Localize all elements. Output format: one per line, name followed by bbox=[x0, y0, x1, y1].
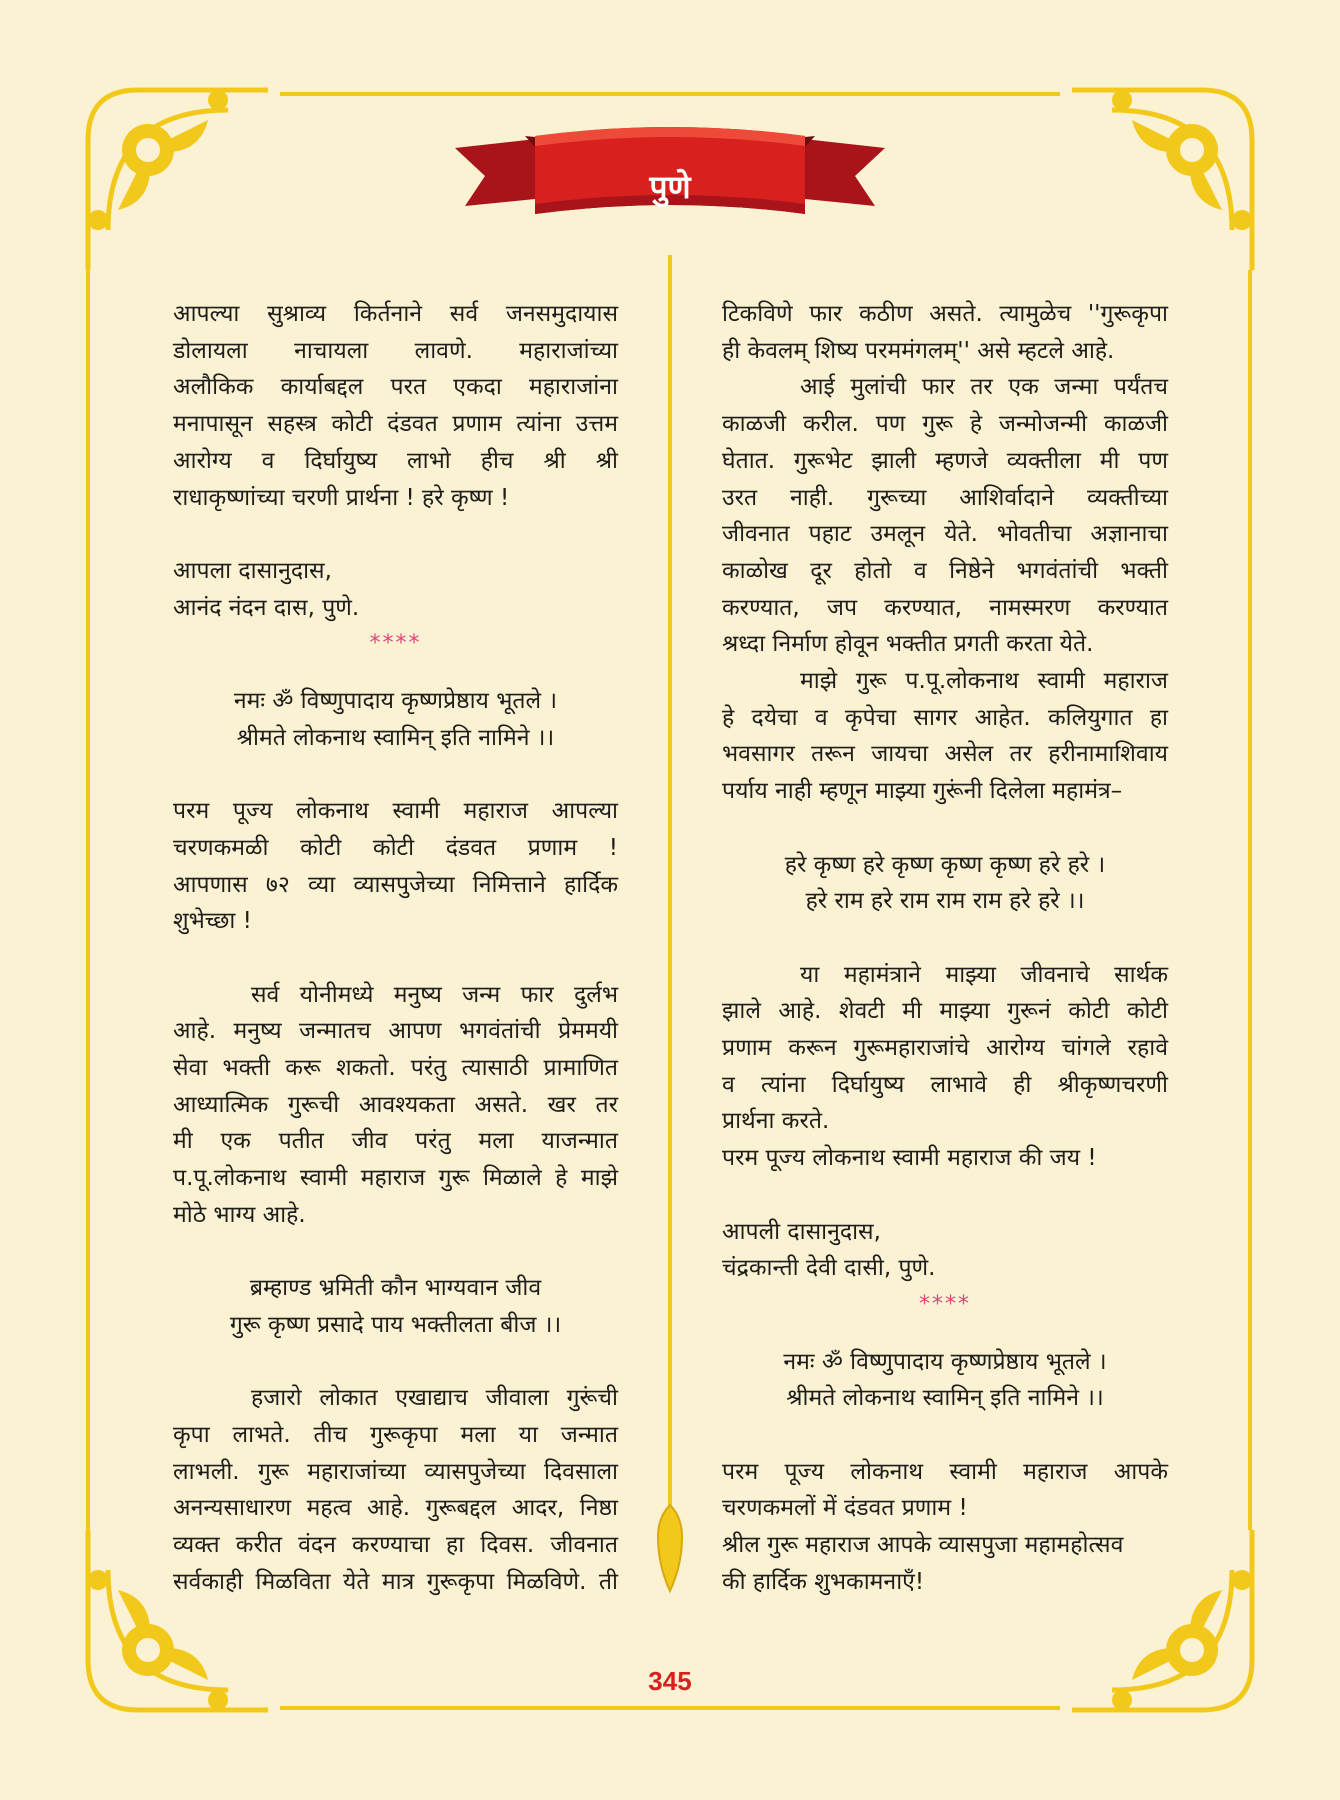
center-divider-icon bbox=[652, 255, 688, 1595]
right-shloka-line2: श्रीमते लोकनाथ स्वामिन् इति नामिने ।। bbox=[786, 1385, 1104, 1412]
right-para2-line: काळोख दूर होतो व निष्ठेने भगवंतांची भक्ती bbox=[722, 557, 1168, 584]
right-para4-line: व त्यांना दिर्घायुष्य लाभावे ही श्रीकृष्णचरणी bbox=[722, 1071, 1168, 1098]
left-greeting-line: चरणकमळी कोटी कोटी दंडवत प्रणाम ! bbox=[173, 834, 618, 861]
corner-ornament-top-right-icon bbox=[1062, 80, 1262, 280]
left-para1-line: आरोग्य व दिर्घायुष्य लाभो हीच श्री श्री bbox=[173, 447, 618, 474]
left-para2-line: मोठे भाग्य आहे. bbox=[173, 1201, 306, 1228]
right-para3-line: हे दयेचा व कृपेचा सागर आहेत. कलियुगात हा bbox=[722, 704, 1168, 731]
right-shloka-line1: नमः ॐ विष्णुपादाय कृष्णप्रेष्ठाय भूतले । bbox=[783, 1348, 1107, 1375]
right-para4-line: झाले आहे. शेवटी मी माझ्या गुरूनं कोटी कोटी bbox=[722, 998, 1168, 1025]
right-para3-line: पर्याय नाही म्हणून माझ्या गुरूंनी दिलेला महामंत्र– bbox=[722, 778, 1123, 805]
right-signature-line2: चंद्रकान्ती देवी दासी, पुणे. bbox=[722, 1255, 936, 1282]
left-greeting-line: शुभेच्छा ! bbox=[173, 908, 252, 935]
corner-ornament-top-left-icon bbox=[78, 80, 278, 280]
left-para1-line: राधाकृष्णांच्या चरणी प्रार्थना ! हरे कृष्ण ! bbox=[173, 484, 510, 511]
frame-bottom-line bbox=[280, 1706, 1060, 1710]
right-para1-line: ही केवलम् शिष्य परममंगलम्'' असे म्हटले आहे. bbox=[722, 337, 1115, 364]
left-para1-line: डोलायला नाचायला लावणे. महाराजांच्या bbox=[173, 337, 618, 364]
right-para2-line: घेतात. गुरूभेट झाली म्हणजे व्यक्तीला मी पण bbox=[722, 447, 1168, 474]
left-para3-line: व्यक्त करीत वंदन करण्याचा हा दिवस. जीवनात bbox=[173, 1532, 618, 1559]
right-para2-line: श्रध्दा निर्माण होवून भक्तीत प्रगती करता येते. bbox=[722, 631, 1094, 658]
left-para1-line: अलौकिक कार्याबद्दल परत एकदा महाराजांना bbox=[173, 374, 618, 401]
left-para2-line: सर्व योनीमध्ये मनुष्य जन्म फार दुर्लभ bbox=[251, 981, 618, 1008]
left-para2-line: सेवा भक्ती करू शकतो. परंतु त्यासाठी प्रामाणित bbox=[173, 1055, 618, 1082]
page-title: पुणे bbox=[649, 168, 691, 206]
right-hindi-line: परम पूज्य लोकनाथ स्वामी महाराज आपके bbox=[722, 1458, 1168, 1485]
frame-top-line bbox=[280, 92, 1060, 96]
right-hindi-line: श्रील गुरू महाराज आपके व्यासपुजा महामहोत्सव bbox=[722, 1532, 1124, 1559]
right-para2-line: उरत नाही. गुरूच्या आशिर्वादाने व्यक्तीच्या bbox=[722, 484, 1168, 511]
left-para3-line: अनन्यसाधारण महत्व आहे. गुरूबद्दल आदर, निष्ठा bbox=[173, 1495, 618, 1522]
left-para3-line: सर्वकाही मिळविता येते मात्र गुरूकृपा मिळविणे. ती bbox=[173, 1568, 618, 1595]
right-stars-separator: **** bbox=[919, 1291, 971, 1317]
right-para1-line: टिकविणे फार कठीण असते. त्यामुळेच ''गुरूकृपा bbox=[722, 301, 1168, 327]
left-verse-line1: ब्रम्हाण्ड भ्रमिती कौन भाग्यवान जीव bbox=[249, 1275, 542, 1302]
right-mantra-line1: हरे कृष्ण हरे कृष्ण कृष्ण कृष्ण हरे हरे । bbox=[784, 851, 1106, 878]
right-hindi-line: की हार्दिक शुभकामनाएँ! bbox=[722, 1568, 925, 1595]
right-mantra-line2: हरे राम हरे राम राम राम हरे हरे ।। bbox=[805, 888, 1085, 915]
frame-right-line bbox=[1248, 270, 1252, 1530]
left-stars-separator: **** bbox=[369, 631, 422, 657]
left-para2-line: प.पू.लोकनाथ स्वामी महाराज गुरू मिळाले हे माझे bbox=[173, 1165, 618, 1192]
left-para3-line: लाभली. गुरू महाराजांच्या व्यासपुजेच्या दिवसाला bbox=[173, 1458, 618, 1485]
left-greeting-line: परम पूज्य लोकनाथ स्वामी महाराज आपल्या bbox=[173, 798, 618, 825]
right-para4-line: प्रणाम करून गुरूमहाराजांचे आरोग्य चांगले रहावे bbox=[722, 1035, 1168, 1062]
left-column bbox=[173, 296, 618, 1601]
left-signature-line2: आनंद नंदन दास, पुणे. bbox=[173, 594, 360, 621]
right-para2-line: जीवनात पहाट उमलून येते. भोवतीचा अज्ञानाचा bbox=[722, 521, 1168, 548]
frame-left-line bbox=[86, 270, 90, 1530]
right-para2-line: काळजी करील. पण गुरू हे जन्मोजन्मी काळजी bbox=[722, 411, 1168, 438]
left-verse-line2: गुरू कृष्ण प्रसादे पाय भक्तीलता बीज ।। bbox=[229, 1311, 562, 1338]
right-column bbox=[722, 296, 1168, 1601]
left-para3-line: हजारो लोकात एखाद्याच जीवाला गुरूंची bbox=[251, 1385, 618, 1412]
page-number: 345 bbox=[648, 1666, 692, 1696]
right-para3-line: भवसागर तरून जायचा असेल तर हरीनामाशिवाय bbox=[722, 741, 1168, 768]
right-para2-line: करण्यात, जप करण्यात, नामस्मरण करण्यात bbox=[722, 594, 1168, 621]
left-para2-line: आहे. मनुष्य जन्मातच आपण भगवंतांची प्रेममयी bbox=[173, 1018, 618, 1045]
right-para4-line: प्रार्थना करते. bbox=[722, 1108, 830, 1135]
left-para2-line: मी एक पतीत जीव परंतु मला याजन्मात bbox=[173, 1128, 618, 1155]
left-signature-line1: आपला दासानुदास, bbox=[173, 557, 332, 584]
left-shloka-line1: नमः ॐ विष्णुपादाय कृष्णप्रेष्ठाय भूतले । bbox=[233, 688, 558, 715]
right-jay-line: परम पूज्य लोकनाथ स्वामी महाराज की जय ! bbox=[722, 1145, 1097, 1172]
left-para3-line: कृपा लाभते. तीच गुरूकृपा मला या जन्मात bbox=[173, 1422, 618, 1449]
left-para1-line: आपल्या सुश्राव्य किर्तनाने सर्व जनसमुदायास bbox=[173, 301, 618, 327]
right-signature-line1: आपली दासानुदास, bbox=[722, 1218, 881, 1245]
right-para3-line: माझे गुरू प.पू.लोकनाथ स्वामी महाराज bbox=[800, 668, 1168, 695]
left-para2-line: आध्यात्मिक गुरूची आवश्यकता असते. खर तर bbox=[173, 1091, 618, 1118]
left-shloka-line2: श्रीमते लोकनाथ स्वामिन् इति नामिने ।। bbox=[236, 724, 555, 751]
left-para1-line: मनापासून सहस्त्र कोटी दंडवत प्रणाम त्यांना उत्तम bbox=[173, 411, 618, 438]
right-para2-line: आई मुलांची फार तर एक जन्मा पर्यंतच bbox=[800, 374, 1168, 401]
right-para4-line: या महामंत्राने माझ्या जीवनाचे सार्थक bbox=[800, 961, 1168, 988]
left-greeting-line: आपणास ७२ व्या व्यासपुजेच्या निमित्ताने हार्दिक bbox=[173, 871, 618, 898]
right-hindi-line: चरणकमलों में दंडवत प्रणाम ! bbox=[722, 1495, 968, 1522]
